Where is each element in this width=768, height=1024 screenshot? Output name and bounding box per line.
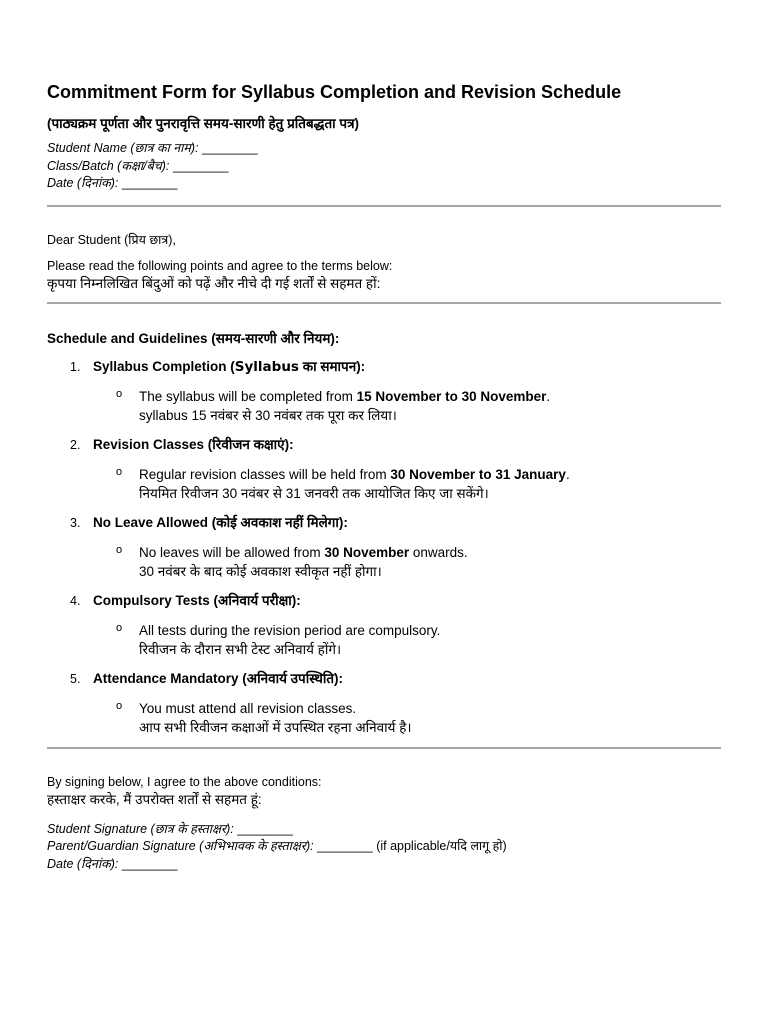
section-heading: Schedule and Guidelines (समय-सारणी और नियम): — [47, 330, 340, 346]
bullet-icon: o — [116, 699, 123, 712]
item-heading-keyword: Syllabus — [234, 358, 299, 375]
commitment-form — [47, 80, 721, 873]
divider — [47, 302, 721, 304]
item-heading-text: Revision Classes (रिवीजन कक्षाएं): — [93, 436, 294, 452]
item-heading — [47, 669, 721, 689]
field-colon: ): — [161, 158, 173, 173]
item-body — [47, 699, 721, 737]
signature-fields — [47, 821, 721, 874]
item-heading — [47, 591, 721, 611]
item-number: 1. — [70, 359, 81, 374]
field-label: Class/Batch ( — [47, 158, 122, 173]
field-label-hindi: अभिभावक के हस्ताक्षर — [203, 839, 306, 853]
item-heading — [47, 513, 721, 533]
agreement-hindi: हस्ताक्षर करके, मैं उपरोक्त शर्तों से सहमत हूं: — [47, 791, 262, 807]
item-heading-text: No Leave Allowed (कोई अवकाश नहीं मिलेगा): — [93, 514, 348, 530]
item-hindi: 30 नवंबर के बाद कोई अवकाश स्वीकृत नहीं होगा। — [139, 563, 382, 579]
student-name-field — [47, 140, 721, 158]
student-signature-blank: ________ — [237, 821, 293, 836]
divider — [47, 205, 721, 207]
list-item — [47, 435, 721, 503]
field-label: Student Name ( — [47, 141, 135, 155]
parent-signature-field — [47, 838, 721, 856]
item-text: Regular revision classes will be held from — [139, 466, 391, 482]
field-colon: ): — [226, 821, 238, 836]
item-number: 2. — [70, 437, 81, 452]
field-colon: ): — [190, 141, 202, 155]
bullet-icon: o — [116, 465, 123, 478]
item-english — [139, 387, 721, 406]
field-label: Date ( — [47, 856, 82, 871]
field-colon: ): — [110, 176, 122, 190]
item-heading — [47, 435, 721, 455]
item-hindi: रिवीजन के दौरान सभी टेस्ट अनिवार्य होंगे। — [139, 641, 342, 657]
item-heading-text: Attendance Mandatory (अनिवार्य उपस्थिति): — [93, 670, 344, 686]
item-heading-text: का समापन): — [298, 358, 366, 374]
if-applicable-note: (if applicable/यदि लागू हो) — [372, 839, 507, 853]
item-hindi: आप सभी रिवीजन कक्षाओं में उपस्थित रहना अनिवार्य है। — [139, 719, 412, 735]
item-text: . — [565, 466, 570, 482]
item-english: All tests during the revision period are compulsory. — [139, 622, 441, 638]
list-item — [47, 513, 721, 581]
item-number: 5. — [70, 671, 81, 686]
bullet-icon: o — [116, 543, 123, 556]
item-date-range: 30 November to 31 January — [390, 466, 566, 482]
date-blank: ________ — [121, 176, 178, 190]
item-date-range: 15 November to 30 November — [356, 388, 547, 404]
item-heading — [47, 357, 721, 377]
item-number: 4. — [70, 593, 81, 608]
form-title: Commitment Form for Syllabus Completion and Revision Schedule — [47, 82, 622, 102]
field-label-hindi: दिनांक — [81, 176, 111, 190]
parent-signature-blank: ________ — [317, 839, 373, 853]
form-subtitle: (पाठ्यक्रम पूर्णता और पुनरावृत्ति समय-सारणी हेतु प्रतिबद्धता पत्र) — [47, 116, 360, 131]
list-item — [47, 357, 721, 425]
class-batch-blank: ________ — [172, 158, 229, 173]
item-body — [47, 387, 721, 425]
field-label: Student Signature ( — [47, 821, 155, 836]
signature-date-blank: ________ — [121, 856, 178, 871]
field-label-hindi: दिनांक — [81, 856, 111, 871]
item-english: You must attend all revision classes. — [139, 700, 357, 716]
item-text: The syllabus will be completed from — [139, 388, 357, 404]
item-heading-text: Syllabus Completion ( — [93, 358, 235, 374]
student-fields — [47, 140, 721, 193]
agreement-english: By signing below, I agree to the above conditions: — [47, 774, 322, 789]
item-text: onwards. — [409, 544, 468, 560]
bullet-icon: o — [116, 621, 123, 634]
bullet-icon: o — [116, 387, 123, 400]
student-signature-field — [47, 821, 721, 839]
student-name-blank: ________ — [202, 141, 258, 155]
divider — [47, 747, 721, 749]
guidelines-list — [47, 357, 721, 737]
field-colon: ): — [305, 839, 318, 853]
item-hindi: syllabus 15 नवंबर से 30 नवंबर तक पूरा कर लिया। — [139, 407, 397, 423]
field-colon: ): — [110, 856, 122, 871]
signature-date-field — [47, 856, 721, 874]
class-batch-field — [47, 158, 721, 176]
item-heading-text: Compulsory Tests (अनिवार्य परीक्षा): — [93, 592, 301, 608]
greeting: Dear Student (प्रिय छात्र), — [47, 232, 176, 247]
item-english — [139, 465, 721, 484]
item-body — [47, 543, 721, 581]
intro-hindi: कृपया निम्नलिखित बिंदुओं को पढ़ें और नीचे दी गई शर्तों से सहमत हों: — [47, 275, 381, 291]
list-item — [47, 669, 721, 737]
item-body — [47, 621, 721, 659]
field-label: Parent/Guardian Signature ( — [47, 839, 204, 853]
field-label-hindi: छात्र का नाम — [134, 141, 191, 155]
item-text: . — [546, 388, 551, 404]
field-label: Date ( — [47, 176, 82, 190]
item-date: 30 November — [324, 544, 410, 560]
item-number: 3. — [70, 515, 81, 530]
item-english — [139, 543, 721, 562]
item-body — [47, 465, 721, 503]
item-hindi: नियमित रिवीजन 30 नवंबर से 31 जनवरी तक आयोजित किए जा सकेंगे। — [139, 485, 489, 501]
field-label-hindi: कक्षा/बैच — [121, 158, 162, 173]
item-text: No leaves will be allowed from — [139, 544, 325, 560]
list-item — [47, 591, 721, 659]
intro-english: Please read the following points and agree to the terms below: — [47, 258, 393, 273]
date-field — [47, 175, 721, 193]
field-label-hindi: छात्र के हस्ताक्षर — [154, 821, 227, 836]
